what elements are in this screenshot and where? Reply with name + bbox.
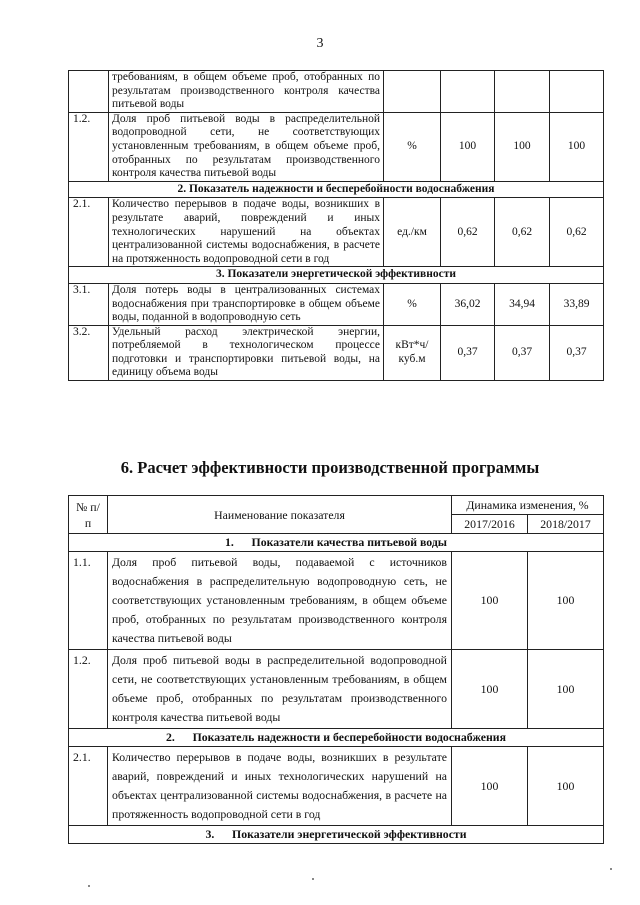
row-number: 3.1. bbox=[69, 283, 109, 325]
scan-dot bbox=[610, 868, 612, 870]
section-title bbox=[69, 729, 604, 747]
row-number: 1.2. bbox=[69, 650, 108, 729]
section-row bbox=[69, 729, 604, 747]
row-value-1: 100 bbox=[452, 747, 528, 826]
row-unit bbox=[384, 71, 441, 113]
row-value-3: 33,89 bbox=[550, 283, 604, 325]
section-heading: 6. Расчет эффективности производственной программы bbox=[120, 458, 540, 477]
row-value-2: 100 bbox=[528, 747, 604, 826]
row-unit: % bbox=[384, 112, 441, 181]
row-description: Доля потерь воды в централизованных системах водоснабжения при транспортировке в общем объеме воды, поданной в водопроводную сеть bbox=[109, 283, 384, 325]
table-row bbox=[69, 198, 604, 267]
table-row bbox=[69, 552, 604, 650]
column-header-period-2: 2018/2017 bbox=[528, 515, 604, 534]
section-number: 3. bbox=[205, 827, 215, 841]
row-number: 3.2. bbox=[69, 325, 109, 380]
row-value-2: 100 bbox=[528, 552, 604, 650]
row-value-2 bbox=[495, 71, 550, 113]
scan-dot bbox=[88, 885, 90, 887]
row-value-1: 0,62 bbox=[441, 198, 495, 267]
section-number: 2. bbox=[166, 730, 175, 744]
section-row bbox=[69, 181, 604, 198]
row-description: Доля проб питьевой воды в распределительной водопроводной сети, не соответствующих установленным требованиям, в общем объеме проб, отобранных по результатам производственного контроля качества питьевой воды bbox=[109, 112, 384, 181]
row-value-1: 36,02 bbox=[441, 283, 495, 325]
row-value-2: 0,62 bbox=[495, 198, 550, 267]
table-row bbox=[69, 747, 604, 826]
row-unit: % bbox=[384, 283, 441, 325]
section-title bbox=[69, 826, 604, 844]
page-number: 3 bbox=[316, 36, 324, 51]
column-header-period-1: 2017/2016 bbox=[452, 515, 528, 534]
section-row bbox=[69, 534, 604, 552]
row-description: Количество перерывов в подаче воды, возникших в результате аварий, повреждений и иных технологических нарушений на объектах централизованной системы водоснабжения, в расчете на протяженность водопроводной сети в год bbox=[109, 198, 384, 267]
row-unit: кВт*ч/ куб.м bbox=[384, 325, 441, 380]
row-value-1: 0,37 bbox=[441, 325, 495, 380]
table-header-row bbox=[69, 496, 604, 515]
row-description: Доля проб питьевой воды, подаваемой с источников водоснабжения в распределительную водопроводную сеть, не соответствующих установленным требованиям, в общем объеме проб, отобранных по результатам производственного контроля качества питьевой воды bbox=[108, 552, 452, 650]
section-text: Показатель надежности и бесперебойности водоснабжения bbox=[192, 730, 506, 744]
table-row bbox=[69, 650, 604, 729]
column-header-number: № п/п bbox=[69, 496, 108, 534]
row-description: требованиям, в общем объеме проб, отобранных по результатам производственного контроля качества питьевой воды bbox=[109, 71, 384, 113]
section-row bbox=[69, 267, 604, 284]
row-number: 2.1. bbox=[69, 747, 108, 826]
table-row bbox=[69, 112, 604, 181]
section-number: 1. bbox=[224, 535, 234, 549]
scan-dot bbox=[312, 878, 314, 880]
row-value-2: 34,94 bbox=[495, 283, 550, 325]
section-title bbox=[69, 534, 604, 552]
row-value-2: 0,37 bbox=[495, 325, 550, 380]
row-value-1: 100 bbox=[441, 112, 495, 181]
section-row bbox=[69, 826, 604, 844]
section-text: Показатели качества питьевой воды bbox=[251, 535, 448, 549]
row-unit: ед./км bbox=[384, 198, 441, 267]
row-description: Удельный расход электрической энергии, потребляемой в технологическом процессе подготовки и транспортировки питьевой воды, на единицу объема воды bbox=[109, 325, 384, 380]
row-number: 1.1. bbox=[69, 552, 108, 650]
row-description: Количество перерывов в подаче воды, возникших в результате аварий, повреждений и иных технологических нарушений на объектах централизованной системы водоснабжения, в расчете на протяженность водопроводной сети в год bbox=[108, 747, 452, 826]
row-number: 2.1. bbox=[69, 198, 109, 267]
row-number: 1.2. bbox=[69, 112, 109, 181]
table-row bbox=[69, 71, 604, 113]
row-value-3: 0,62 bbox=[550, 198, 604, 267]
row-value-1 bbox=[441, 71, 495, 113]
column-header-dynamics: Динамика изменения, % bbox=[452, 496, 604, 515]
row-value-3 bbox=[550, 71, 604, 113]
row-value-3: 0,37 bbox=[550, 325, 604, 380]
row-value-2: 100 bbox=[495, 112, 550, 181]
efficiency-table bbox=[68, 495, 604, 844]
table-row bbox=[69, 325, 604, 380]
indicators-table bbox=[68, 70, 604, 381]
row-value-2: 100 bbox=[528, 650, 604, 729]
column-header-name: Наименование показателя bbox=[108, 496, 452, 534]
row-value-1: 100 bbox=[452, 552, 528, 650]
row-value-1: 100 bbox=[452, 650, 528, 729]
row-description: Доля проб питьевой воды в распределительной водопроводной сети, не соответствующих установленным требованиям, в общем объеме проб, отобранных по результатам производственного контроля качества питьевой воды bbox=[108, 650, 452, 729]
table-row bbox=[69, 283, 604, 325]
row-value-3: 100 bbox=[550, 112, 604, 181]
section-text: Показатели энергетической эффективности bbox=[232, 827, 467, 841]
section-title: 2. Показатель надежности и бесперебойности водоснабжения bbox=[69, 181, 604, 198]
row-number bbox=[69, 71, 109, 113]
section-title: 3. Показатели энергетической эффективности bbox=[69, 267, 604, 284]
